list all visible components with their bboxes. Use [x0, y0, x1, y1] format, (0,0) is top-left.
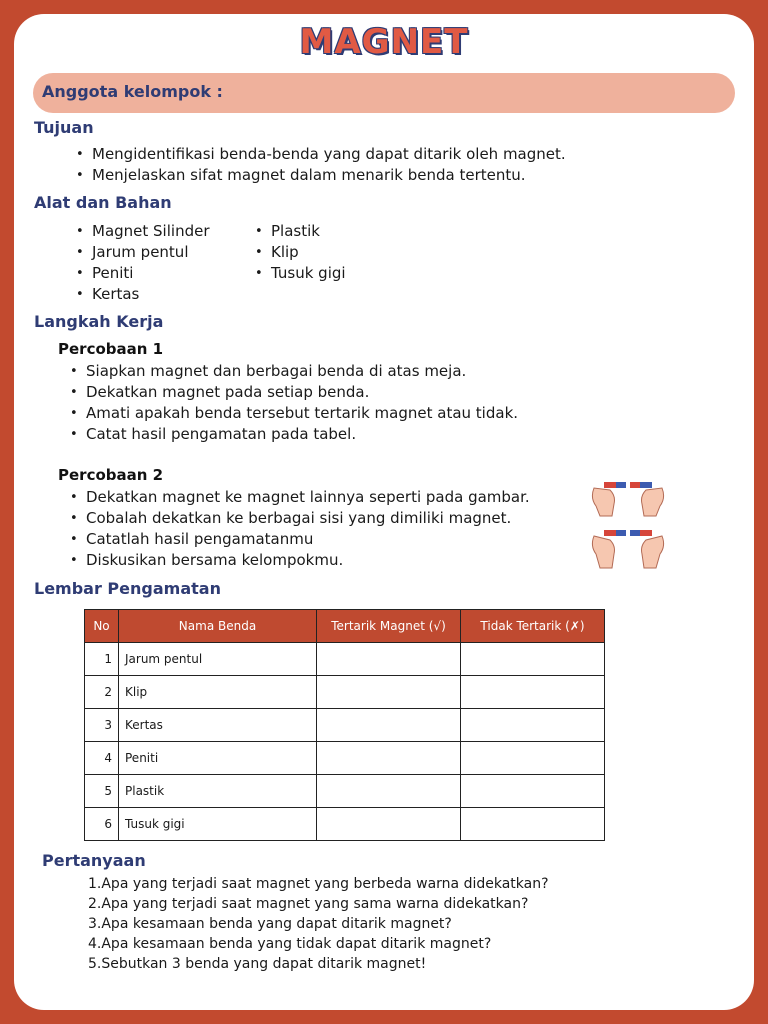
list-item: • Plastik — [255, 221, 346, 242]
not-attracted-cell[interactable] — [461, 709, 605, 742]
not-attracted-cell[interactable] — [461, 742, 605, 775]
list-item: • Peniti — [76, 263, 210, 284]
list-item: • Tusuk gigi — [255, 263, 346, 284]
row-number: 4 — [85, 742, 119, 775]
attracted-cell[interactable] — [317, 808, 461, 841]
list-item: • Cobalah dekatkan ke berbagai sisi yang dimiliki magnet. — [70, 508, 530, 529]
row-number: 5 — [85, 775, 119, 808]
question-list — [88, 874, 549, 974]
row-number: 2 — [85, 676, 119, 709]
group-members-label: Anggota kelompok : — [42, 82, 223, 101]
row-number: 6 — [85, 808, 119, 841]
percobaan-2-steps — [70, 487, 530, 571]
question-item: 3.Apa kesamaan benda yang dapat ditarik magnet? — [88, 916, 452, 932]
list-item: • Catatlah hasil pengamatanmu — [70, 529, 530, 550]
col-header-not-attracted: Tidak Tertarik (✗) — [461, 610, 605, 643]
list-item: • Kertas — [76, 284, 210, 305]
attracted-cell[interactable] — [317, 643, 461, 676]
attracted-cell[interactable] — [317, 676, 461, 709]
list-item: • Jarum pentul — [76, 242, 210, 263]
list-item: • Klip — [255, 242, 346, 263]
table-row — [85, 775, 605, 808]
question-item: 2.Apa yang terjadi saat magnet yang sama warna didekatkan? — [88, 896, 529, 912]
hands-magnet-icon-top — [592, 482, 663, 516]
not-attracted-cell[interactable] — [461, 775, 605, 808]
list-item: • Menjelaskan sifat magnet dalam menarik benda tertentu. — [76, 165, 566, 186]
percobaan-1-steps — [70, 361, 518, 445]
not-attracted-cell[interactable] — [461, 808, 605, 841]
row-name: Plastik — [119, 775, 317, 808]
tujuan-list — [76, 144, 566, 186]
list-item: • Dekatkan magnet pada setiap benda. — [70, 382, 518, 403]
row-name: Tusuk gigi — [119, 808, 317, 841]
lembar-heading: Lembar Pengamatan — [34, 579, 221, 598]
percobaan-2-title: Percobaan 2 — [58, 466, 164, 484]
alat-list-col2 — [255, 221, 346, 284]
list-item: • Magnet Silinder — [76, 221, 210, 242]
table-row — [85, 676, 605, 709]
table-row — [85, 643, 605, 676]
list-item: • Diskusikan bersama kelompokmu. — [70, 550, 530, 571]
col-header-name: Nama Benda — [119, 610, 317, 643]
hands-magnet-icon-bottom — [592, 530, 663, 568]
row-number: 1 — [85, 643, 119, 676]
row-number: 3 — [85, 709, 119, 742]
table-row — [85, 709, 605, 742]
tujuan-heading: Tujuan — [34, 118, 94, 137]
alat-heading: Alat dan Bahan — [34, 193, 172, 212]
list-item: • Amati apakah benda tersebut tertarik magnet atau tidak. — [70, 403, 518, 424]
row-name: Klip — [119, 676, 317, 709]
list-item: • Catat hasil pengamatan pada tabel. — [70, 424, 518, 445]
question-item: 1.Apa yang terjadi saat magnet yang berbeda warna didekatkan? — [88, 876, 549, 892]
col-header-no: No — [85, 610, 119, 643]
list-item: • Mengidentifikasi benda-benda yang dapat ditarik oleh magnet. — [76, 144, 566, 165]
question-item: 4.Apa kesamaan benda yang tidak dapat ditarik magnet? — [88, 936, 492, 952]
hands-magnet-icon — [588, 474, 668, 572]
group-members-bar — [33, 73, 735, 113]
not-attracted-cell[interactable] — [461, 643, 605, 676]
row-name: Jarum pentul — [119, 643, 317, 676]
attracted-cell[interactable] — [317, 775, 461, 808]
percobaan-1-title: Percobaan 1 — [58, 340, 164, 358]
page-title: MAGNET — [299, 22, 469, 62]
table-header-row — [85, 610, 605, 643]
table-row — [85, 742, 605, 775]
alat-list-col1 — [76, 221, 210, 305]
list-item: • Dekatkan magnet ke magnet lainnya seperti pada gambar. — [70, 487, 530, 508]
row-name: Peniti — [119, 742, 317, 775]
attracted-cell[interactable] — [317, 742, 461, 775]
row-name: Kertas — [119, 709, 317, 742]
not-attracted-cell[interactable] — [461, 676, 605, 709]
list-item: • Siapkan magnet dan berbagai benda di atas meja. — [70, 361, 518, 382]
attracted-cell[interactable] — [317, 709, 461, 742]
col-header-attracted: Tertarik Magnet (√) — [317, 610, 461, 643]
table-row — [85, 808, 605, 841]
observation-table — [84, 609, 605, 841]
question-item: 5.Sebutkan 3 benda yang dapat ditarik magnet! — [88, 956, 427, 972]
pertanyaan-heading: Pertanyaan — [42, 851, 146, 870]
langkah-heading: Langkah Kerja — [34, 312, 164, 331]
